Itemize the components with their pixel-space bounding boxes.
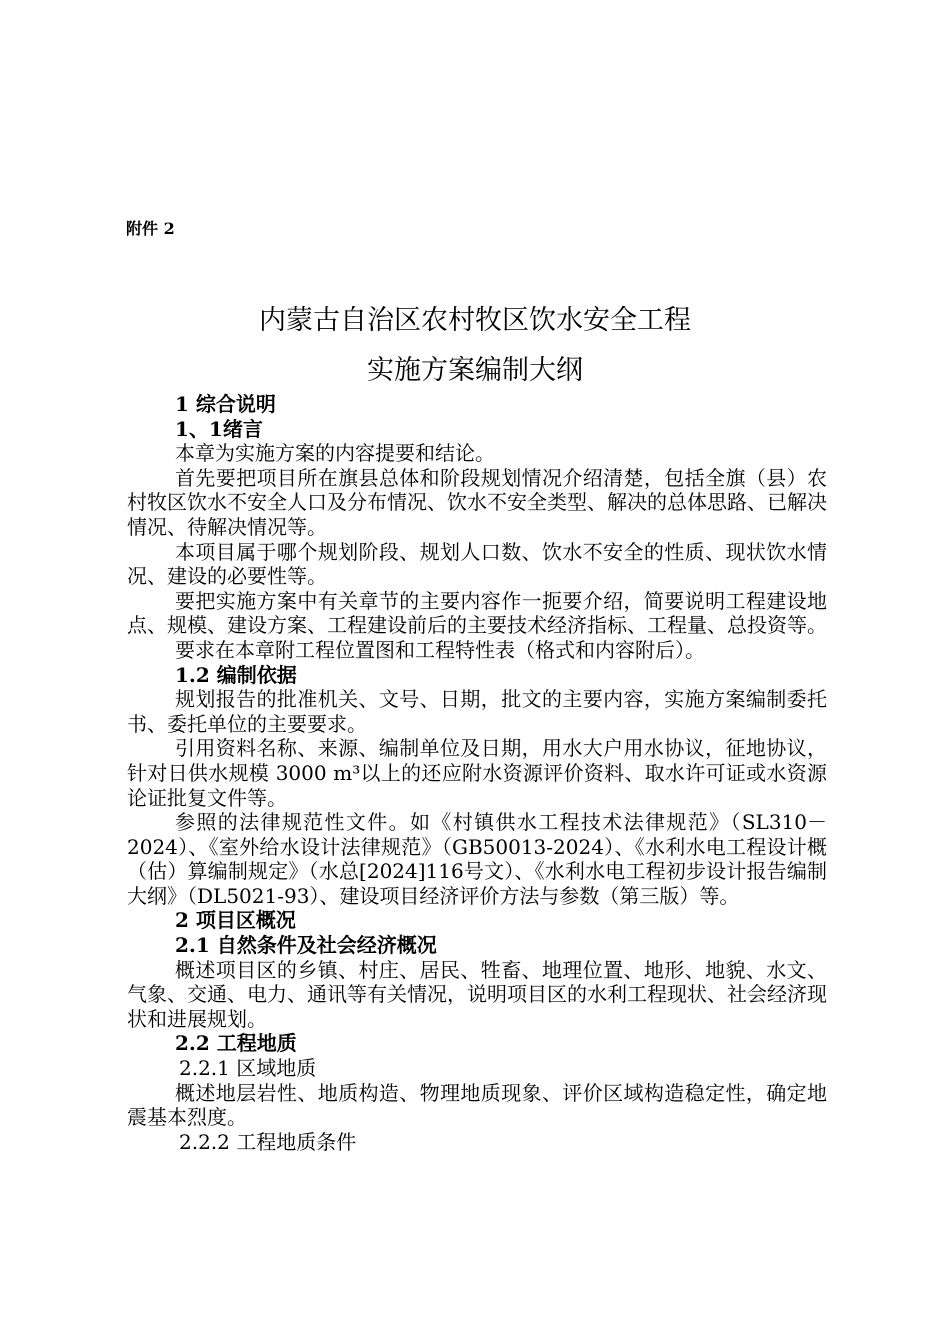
paragraph: 引用资料名称、来源、编制单位及日期，用水大户用水协议，征地协议，针对日供水规模 3000 m³以上的还应附水资源评价资料、取水许可证或水资源论证批复文件等。 bbox=[127, 736, 827, 810]
paragraph: 本章为实施方案的内容提要和结论。 bbox=[175, 441, 495, 466]
section-heading-2-1: 2.1 自然条件及社会经济概况 bbox=[175, 933, 437, 958]
section-heading-2-2-1: 2.2.1 区域地质 bbox=[179, 1056, 317, 1081]
paragraph: 要把实施方案中有关章节的主要内容作一扼要介绍，简要说明工程建设地点、规模、建设方案、工程建设前后的主要技术经济指标、工程量、总投资等。 bbox=[127, 588, 827, 638]
paragraph: 本项目属于哪个规划阶段、规划人口数、饮水不安全的性质、现状饮水情况、建设的必要性等。 bbox=[127, 539, 827, 589]
section-heading-1-2: 1.2 编制依据 bbox=[175, 662, 297, 687]
paragraph: 规划报告的批准机关、文号、日期，批文的主要内容，实施方案编制委托书、委托单位的主要要求。 bbox=[127, 687, 827, 736]
paragraph: 首先要把项目所在旗县总体和阶段规划情况介绍清楚，包括全旗（县）农村牧区饮水不安全人口及分布情况、饮水不安全类型、解决的总体思路、已解决情况、待解决情况等。 bbox=[127, 465, 827, 539]
section-heading-1-1: 1、1绪言 bbox=[175, 416, 263, 441]
paragraph: 参照的法律规范性文件。如《村镇供水工程技术法律规范》（SL310－2024）、《室外给水设计法律规范》（GB50013-2024）、《水利水电工程设计概（估）算编制规定》（水总[2024]116号文）、《水利水电工程初步设计报告编制大纲》（DL5021-93）、建设项目经济评价方法与参数（第三版）等。 bbox=[127, 810, 827, 908]
document-title-line2: 实施方案编制大纲 bbox=[367, 355, 583, 386]
document-body bbox=[127, 392, 827, 1154]
paragraph: 要求在本章附工程位置图和工程特性表（格式和内容附后）。 bbox=[175, 637, 705, 662]
paragraph: 概述项目区的乡镇、村庄、居民、牲畜、地理位置、地形、地貌、水文、气象、交通、电力、通讯等有关情况，说明项目区的水利工程现状、社会经济现状和进展规划。 bbox=[127, 957, 827, 1031]
paragraph: 概述地层岩性、地质构造、物理地质现象、评价区域构造稳定性，确定地震基本烈度。 bbox=[127, 1080, 827, 1130]
section-heading-1: 1 综合说明 bbox=[175, 392, 276, 416]
document-title-line1: 内蒙古自治区农村牧区饮水安全工程 bbox=[259, 305, 691, 336]
section-heading-2: 2 项目区概况 bbox=[175, 908, 296, 933]
section-heading-2-2: 2.2 工程地质 bbox=[175, 1031, 297, 1056]
section-heading-2-2-2: 2.2.2 工程地质条件 bbox=[179, 1129, 357, 1154]
attachment-label: 附件 2 bbox=[126, 219, 175, 238]
